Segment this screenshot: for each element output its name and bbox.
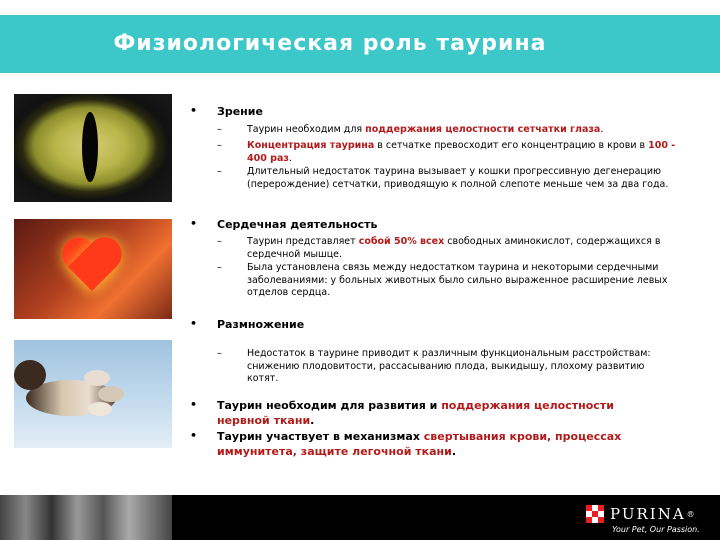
highlighted-text: поддержания целостности нервной ткани	[217, 399, 614, 427]
purina-checkerboard-icon	[586, 505, 604, 523]
dash: –	[217, 140, 222, 151]
section-heading: Зрение	[217, 105, 263, 118]
sub-item	[217, 140, 677, 165]
bullet-dot: •	[190, 104, 198, 117]
sub-item	[217, 236, 677, 261]
text-segment: свободных аминокислот, содержащихся в сердечной мышце.	[247, 236, 661, 260]
bullet-dot: •	[190, 398, 198, 411]
registered-mark: ®	[686, 509, 697, 519]
sub-item	[217, 262, 677, 300]
heart-icon	[62, 239, 122, 299]
text-segment: Таурин участвует в механизмах	[217, 430, 424, 443]
pupil	[82, 112, 98, 182]
title-bar	[0, 15, 720, 73]
dash: –	[217, 166, 222, 177]
mother-cat-head	[14, 360, 46, 390]
sub-item	[217, 124, 677, 137]
purina-logo	[586, 504, 697, 524]
nursing-cats-photo	[14, 340, 172, 448]
bullet-nerve	[190, 398, 650, 428]
footer-photo-strip	[0, 495, 172, 540]
sub-item-text	[247, 140, 677, 165]
sub-item	[217, 348, 677, 386]
sub-item-text	[247, 124, 677, 137]
text-segment: .	[288, 152, 292, 164]
bullet-dot: •	[190, 317, 198, 330]
section-heading: Сердечная деятельность	[217, 218, 378, 231]
text-segment: .	[451, 445, 456, 458]
text-segment: Таурин необходим для развития и	[217, 399, 442, 412]
sub-item-text	[247, 166, 677, 191]
final-bullet-text	[217, 429, 650, 459]
bullet-vision	[190, 104, 263, 119]
bullet-reproduction	[190, 317, 304, 332]
text-segment: Таурин представляет	[247, 236, 359, 247]
text-segment: .	[600, 124, 604, 135]
slide-title: Физиологическая роль таурина	[113, 31, 547, 56]
highlighted-text: Концентрация таурина	[247, 140, 375, 151]
highlighted-text: поддержания целостности сетчатки глаза	[365, 124, 601, 135]
sub-item	[217, 166, 677, 191]
section-heading: Размножение	[217, 318, 305, 331]
sub-item-text	[247, 236, 677, 261]
bullet-blood	[190, 429, 650, 459]
highlighted-text: собой 50% всех	[358, 236, 445, 247]
highlighted-text: 100 - 400 раз	[247, 140, 676, 164]
text-segment: Недостаток в таурине приводит к различным функциональным расстройствам: снижению плодовитости, рассасыванию плода, выкидышу, плохому развитию котят.	[247, 348, 651, 384]
bullet-dot: •	[190, 429, 198, 442]
footer-bar	[0, 495, 720, 540]
sub-item-text	[247, 262, 677, 300]
bullet-heart	[190, 217, 377, 232]
text-segment: в сетчатке превосходит его концентрацию в крови в	[374, 140, 649, 151]
text-segment: Таурин необходим для	[247, 124, 366, 135]
brand-tagline: Your Pet, Our Passion.	[612, 525, 700, 534]
final-bullet-text	[217, 398, 650, 428]
dash: –	[217, 262, 222, 273]
bullet-dot: •	[190, 217, 198, 230]
dash: –	[217, 348, 222, 359]
highlighted-text: свертывания крови, процессах иммунитета, защите легочной ткани	[217, 430, 622, 458]
brand-name: PURINA	[610, 505, 686, 523]
dash: –	[217, 236, 222, 247]
glowing-heart-photo	[14, 219, 172, 319]
dash: –	[217, 124, 222, 135]
text-segment: .	[310, 414, 315, 427]
text-segment: Была установлена связь между недостатком таурина и некоторыми сердечными заболеваниями: у больных животных было сильно выраженное расширение левых отделов сердца.	[247, 262, 668, 298]
sub-item-text	[247, 348, 677, 386]
kitten	[98, 386, 124, 402]
kitten	[84, 370, 110, 386]
cat-eye-photo	[14, 94, 172, 202]
kitten	[88, 402, 112, 416]
text-segment: Длительный недостаток таурина вызывает у кошки прогрессивную дегенерацию (перерождение) сетчатки, приводящую к полной слепоте меньше чем за два года.	[247, 166, 669, 190]
